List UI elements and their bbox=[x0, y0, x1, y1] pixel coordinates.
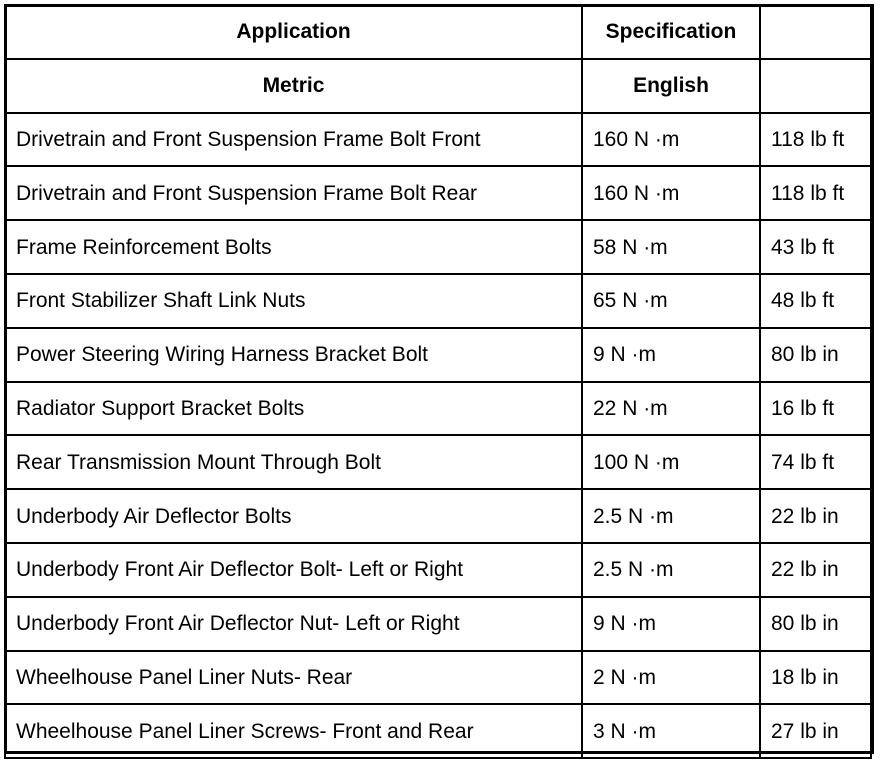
table-row bbox=[5, 597, 871, 651]
cell-english: 80 lb in bbox=[760, 597, 871, 651]
table-row bbox=[5, 220, 871, 274]
cell-application: Underbody Front Air Deflector Bolt- Left or Right bbox=[5, 543, 582, 597]
cell-english: 22 lb in bbox=[760, 543, 871, 597]
table-row bbox=[5, 274, 871, 328]
cell-metric: 22 N ·m bbox=[582, 382, 760, 436]
table-row bbox=[5, 382, 871, 436]
cell-application: Underbody Air Deflector Bolts bbox=[5, 489, 582, 543]
cell-english: 43 lb ft bbox=[760, 220, 871, 274]
cell-application: Drivetrain and Front Suspension Frame Bolt Rear bbox=[5, 166, 582, 220]
cell-application: Frame Reinforcement Bolts bbox=[5, 220, 582, 274]
cell-metric: 3 N ·m bbox=[582, 704, 760, 758]
cell-english: 16 lb ft bbox=[760, 382, 871, 436]
cell-metric: 100 N ·m bbox=[582, 435, 760, 489]
header-metric: Metric bbox=[5, 59, 582, 113]
table-row bbox=[5, 435, 871, 489]
header-specification: Specification bbox=[582, 5, 760, 59]
table-row bbox=[5, 489, 871, 543]
cell-metric: 2.5 N ·m bbox=[582, 543, 760, 597]
cell-metric: 65 N ·m bbox=[582, 274, 760, 328]
cell-english: 74 lb ft bbox=[760, 435, 871, 489]
header-row-2 bbox=[5, 59, 871, 113]
table-row bbox=[5, 113, 871, 167]
cell-english: 48 lb ft bbox=[760, 274, 871, 328]
cell-application: Underbody Front Air Deflector Nut- Left or Right bbox=[5, 597, 582, 651]
cell-metric: 2.5 N ·m bbox=[582, 489, 760, 543]
cell-application: Drivetrain and Front Suspension Frame Bolt Front bbox=[5, 113, 582, 167]
fastener-spec-table bbox=[4, 4, 872, 759]
header-application: Application bbox=[5, 5, 582, 59]
table-row bbox=[5, 651, 871, 705]
cell-english: 22 lb in bbox=[760, 489, 871, 543]
cell-english: 118 lb ft bbox=[760, 166, 871, 220]
cell-metric: 9 N ·m bbox=[582, 328, 760, 382]
cell-metric: 160 N ·m bbox=[582, 166, 760, 220]
table-row bbox=[5, 166, 871, 220]
header-english: English bbox=[582, 59, 760, 113]
cell-application: Wheelhouse Panel Liner Screws- Front and Rear bbox=[5, 704, 582, 758]
cell-application: Front Stabilizer Shaft Link Nuts bbox=[5, 274, 582, 328]
cell-metric: 160 N ·m bbox=[582, 113, 760, 167]
cell-application: Radiator Support Bracket Bolts bbox=[5, 382, 582, 436]
table-row bbox=[5, 543, 871, 597]
cell-metric: 9 N ·m bbox=[582, 597, 760, 651]
table-row bbox=[5, 328, 871, 382]
header-blank-1 bbox=[760, 5, 871, 59]
cell-english: 118 lb ft bbox=[760, 113, 871, 167]
cell-application: Rear Transmission Mount Through Bolt bbox=[5, 435, 582, 489]
cell-application: Wheelhouse Panel Liner Nuts- Rear bbox=[5, 651, 582, 705]
cell-metric: 58 N ·m bbox=[582, 220, 760, 274]
cell-english: 27 lb in bbox=[760, 704, 871, 758]
table-row bbox=[5, 704, 871, 758]
cell-application: Power Steering Wiring Harness Bracket Bolt bbox=[5, 328, 582, 382]
header-row-1 bbox=[5, 5, 871, 59]
header-blank-2 bbox=[760, 59, 871, 113]
cell-english: 18 lb in bbox=[760, 651, 871, 705]
cell-metric: 2 N ·m bbox=[582, 651, 760, 705]
cell-english: 80 lb in bbox=[760, 328, 871, 382]
